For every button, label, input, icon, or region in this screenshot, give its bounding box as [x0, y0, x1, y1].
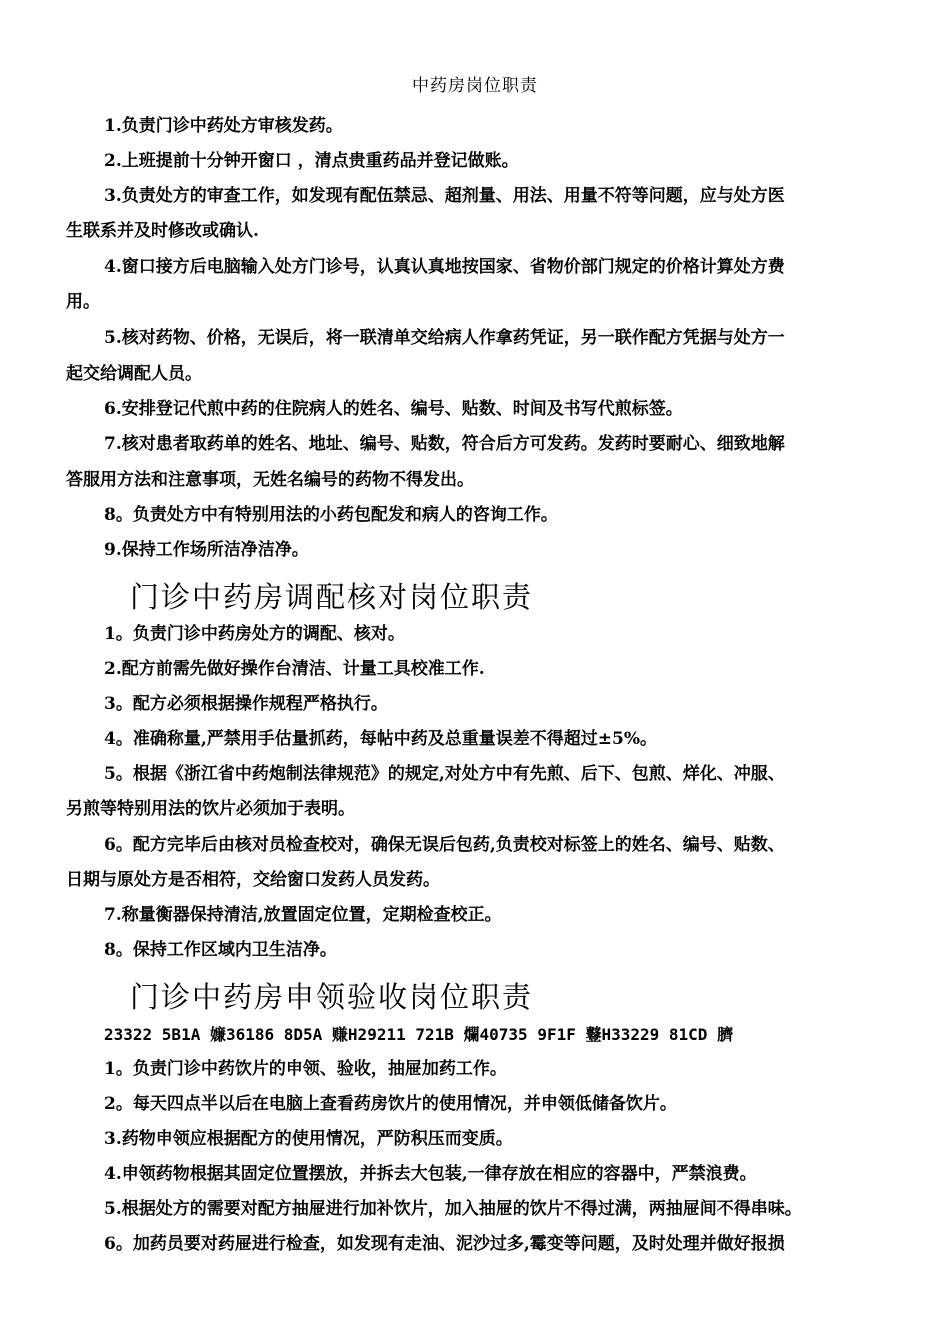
section3-line: 3.药物申领应根据配方的使用情况，严防积压而变质。: [104, 1129, 513, 1149]
section2-heading: 门诊中药房调配核对岗位职责: [130, 580, 534, 614]
section1-line: 2.上班提前十分钟开窗口 ，清点贵重药品并登记做账。: [104, 151, 519, 171]
section1-line: 答服用方法和注意事项，无姓名编号的药物不得发出。: [66, 470, 474, 490]
section2-line: 7.称量衡器保持清洁,放置固定位置，定期检查校正。: [104, 905, 502, 925]
section3-line: 1。负责门诊中药饮片的申领、验收，抽屉加药工作。: [104, 1059, 507, 1079]
encoding-code-line: 23322 5B1A 嬚36186 8D5A 赚H29211 721B 爛40735 9F1F 鼟H33229 81CD 臍: [104, 1025, 734, 1044]
section3-line: 6。加药员要对药屉进行检查，如发现有走油、泥沙过多,霉变等问题，及时处理并做好报损: [104, 1234, 785, 1254]
section1-line: 生联系并及时修改或确认.: [66, 221, 259, 241]
section1-line: 3.负责处方的审查工作，如发现有配伍禁忌、超剂量、用法、用量不符等问题，应与处方医: [104, 186, 785, 206]
section1-line: 用。: [66, 292, 100, 312]
section1-line: 8。负责处方中有特别用法的小药包配发和病人的咨询工作。: [104, 505, 558, 525]
section1-line: 6.安排登记代煎中药的住院病人的姓名、编号、贴数、时间及书写代煎标签。: [104, 399, 683, 419]
section2-line: 2.配方前需先做好操作台清洁、计量工具校准工作.: [104, 659, 485, 679]
section2-line: 3。配方必须根据操作规程严格执行。: [104, 694, 388, 714]
section1-line: 4.窗口接方后电脑输入处方门诊号，认真认真地按国家、省物价部门规定的价格计算处方费: [104, 257, 785, 277]
section1-line: 7.核对患者取药单的姓名、地址、编号、贴数，符合后方可发药。发药时要耐心、细致地解: [104, 434, 785, 454]
section2-line: 1。负责门诊中药房处方的调配、核对。: [104, 624, 405, 644]
section2-line: 另煎等特别用法的饮片必须加于表明。: [66, 799, 355, 819]
section1-line: 9.保持工作场所洁净洁净。: [104, 540, 309, 560]
section3-line: 5.根据处方的需要对配方抽屉进行加补饮片，加入抽屉的饮片不得过满，两抽屉间不得串味。: [104, 1199, 802, 1219]
section2-line: 日期与原处方是否相符，交给窗口发药人员发药。: [66, 870, 440, 890]
section3-line: 4.申领药物根据其固定位置摆放，并拆去大包装,一律存放在相应的容器中，严禁浪费。: [104, 1164, 757, 1184]
section2-line: 8。保持工作区域内卫生洁净。: [104, 940, 337, 960]
section1-line: 1.负责门诊中药处方审核发药。: [104, 116, 343, 136]
document-title: 中药房岗位职责: [412, 76, 538, 96]
section2-line: 4。准确称量,严禁用手估量抓药，每帖中药及总重量误差不得超过±5%。: [104, 729, 657, 749]
section3-line: 2。每天四点半以后在电脑上查看药房饮片的使用情况，并申领低储备饮片。: [104, 1094, 677, 1114]
section1-line: 起交给调配人员。: [66, 364, 202, 384]
section2-line: 5。根据《浙江省中药炮制法律规范》的规定,对处方中有先煎、后下、包煎、烊化、冲服、: [104, 764, 785, 784]
section3-heading: 门诊中药房申领验收岗位职责: [130, 980, 534, 1014]
section2-line: 6。配方完毕后由核对员检查校对，确保无误后包药,负责校对标签上的姓名、编号、贴数、: [104, 835, 785, 855]
section1-line: 5.核对药物、价格，无误后，将一联清单交给病人作拿药凭证，另一联作配方凭据与处方一: [104, 328, 785, 348]
